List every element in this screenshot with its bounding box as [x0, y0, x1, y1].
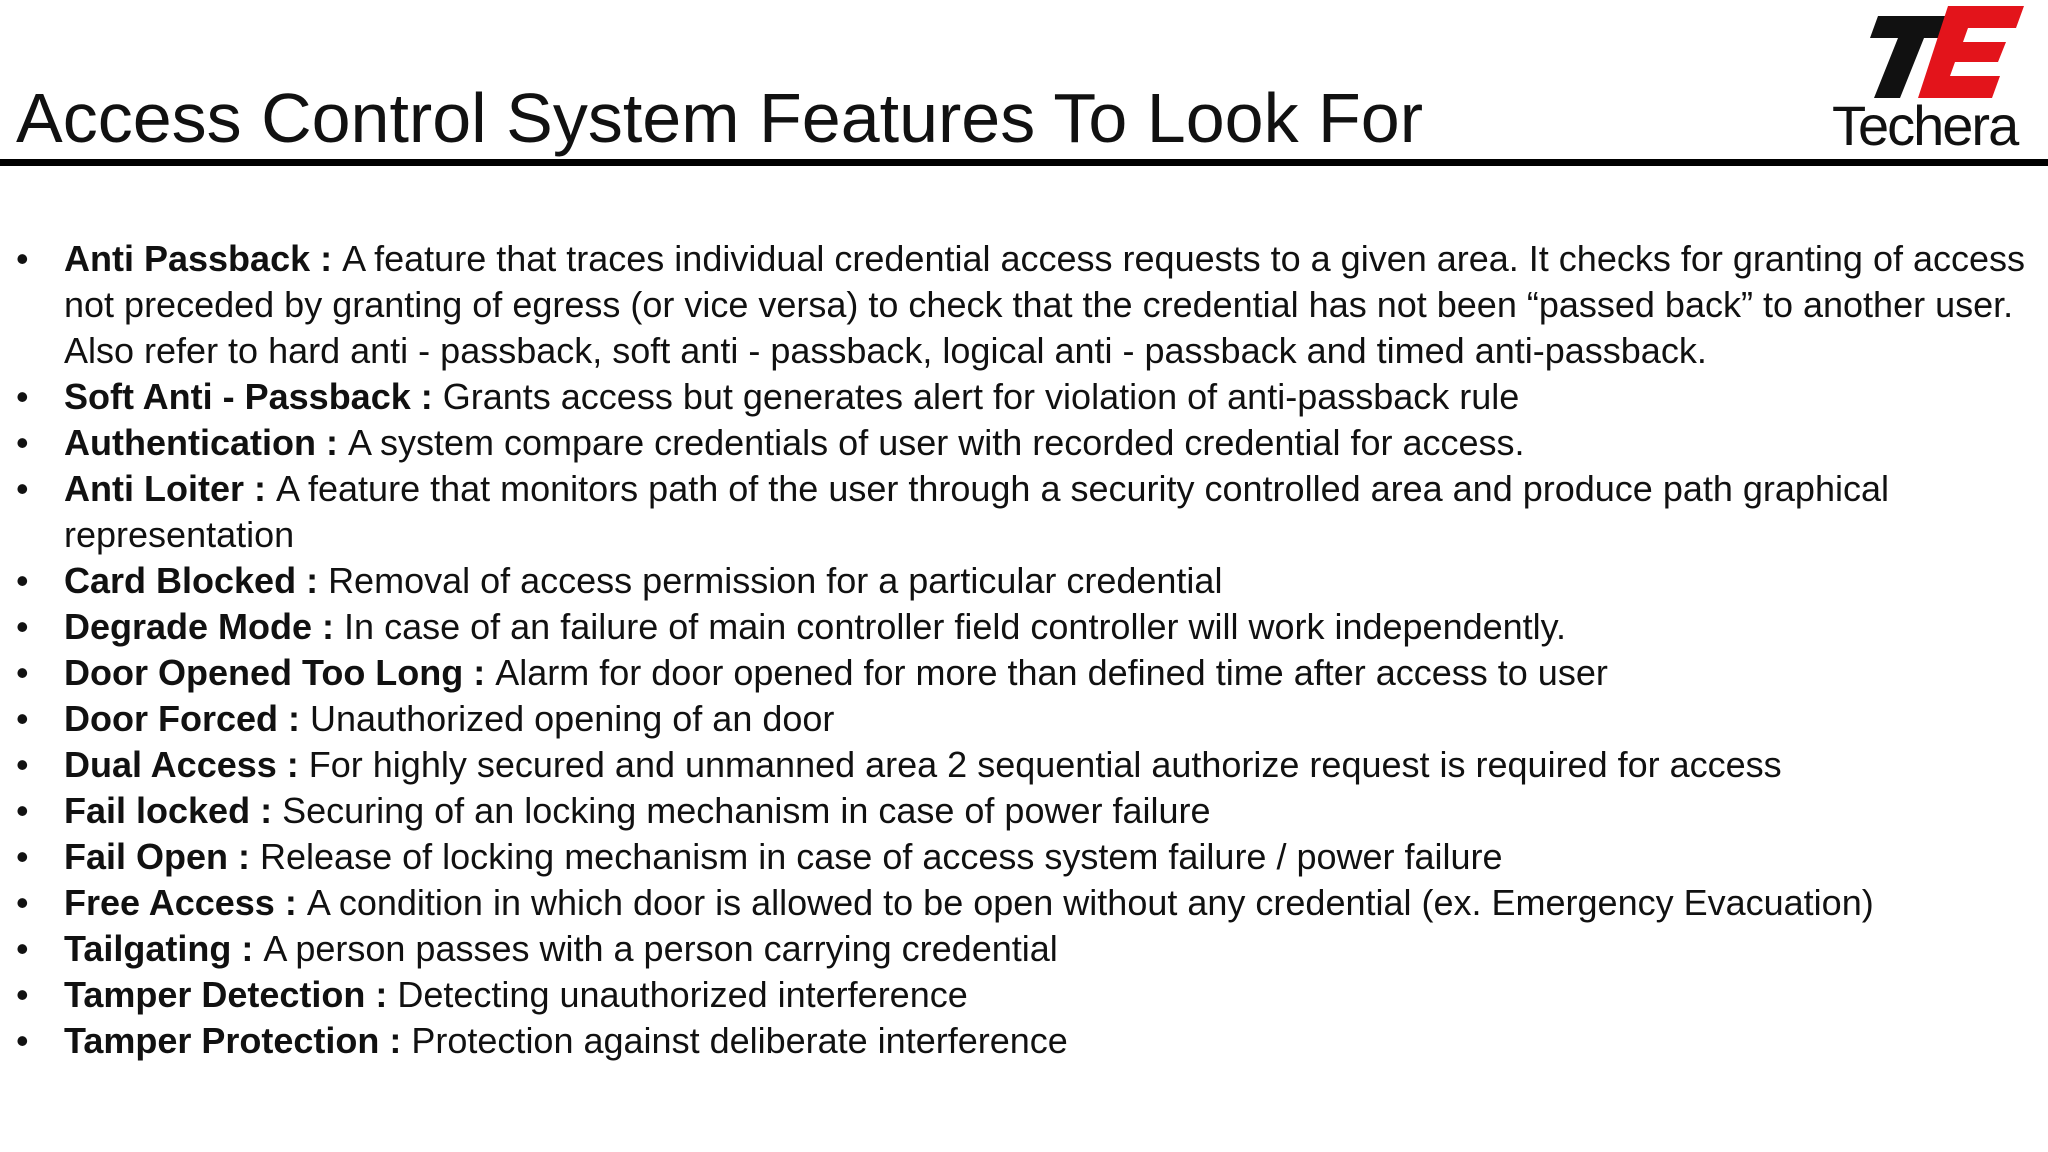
feature-item-authentication [0, 420, 2048, 466]
feature-description: A condition in which door is allowed to be open without any credential (ex. Emergency Evacuation) [306, 882, 1874, 923]
slide-title: Access Control System Features To Look For [16, 79, 1424, 157]
feature-item-tamper-protection [0, 1018, 2048, 1064]
feature-item-door-opened-too-long [0, 650, 2048, 696]
feature-description: Securing of an locking mechanism in case of power failure [282, 790, 1211, 831]
feature-term: Fail locked : [64, 790, 283, 831]
title-divider [0, 159, 2048, 166]
feature-term: Anti Loiter : [64, 468, 276, 509]
bullet-icon: • [16, 790, 29, 831]
feature-item-fail-locked [0, 788, 2048, 834]
feature-description: Protection against deliberate interference [411, 1020, 1068, 1061]
feature-description: Unauthorized opening of an door [310, 698, 835, 739]
bullet-icon: • [16, 422, 29, 463]
feature-term: Door Forced : [64, 698, 311, 739]
bullet-icon: • [16, 606, 29, 647]
feature-term: Tamper Protection : [64, 1020, 412, 1061]
feature-item-tailgating [0, 926, 2048, 972]
feature-item-anti-passback [0, 236, 2048, 374]
feature-item-card-blocked [0, 558, 2048, 604]
bullet-icon: • [16, 468, 29, 509]
feature-term: Dual Access : [64, 744, 309, 785]
feature-item-soft-anti-passback [0, 374, 2048, 420]
feature-term: Anti Passback : [64, 238, 343, 279]
feature-item-dual-access [0, 742, 2048, 788]
feature-description: In case of an failure of main controller field controller will work independently. [344, 606, 1566, 647]
bullet-icon: • [16, 882, 29, 923]
bullet-icon: • [16, 698, 29, 739]
feature-description: Detecting unauthorized interference [397, 974, 968, 1015]
feature-term: Fail Open : [64, 836, 261, 877]
bullet-icon: • [16, 836, 29, 877]
feature-description: A feature that traces individual credential access requests to a given area. It checks for granting of access not preceded by granting of egress (or vice versa) to check that the credential has not been “passed back” to another user. Also refer to hard anti - passback, soft anti - passback, logical anti - passback and timed anti-passback. [64, 238, 2026, 371]
feature-term: Free Access : [64, 882, 307, 923]
bullet-icon: • [16, 560, 29, 601]
bullet-icon: • [16, 928, 29, 969]
logo-wordmark: Techera [1832, 94, 2018, 157]
feature-description: A system compare credentials of user with recorded credential for access. [347, 422, 1525, 463]
feature-term: Tamper Detection : [64, 974, 398, 1015]
feature-item-fail-open [0, 834, 2048, 880]
techera-logo [1826, 0, 2036, 157]
bullet-icon: • [16, 376, 29, 417]
feature-item-door-forced [0, 696, 2048, 742]
bullet-icon: • [16, 744, 29, 785]
feature-term: Tailgating : [64, 928, 264, 969]
feature-item-tamper-detection [0, 972, 2048, 1018]
feature-term: Authentication : [64, 422, 348, 463]
feature-term: Door Opened Too Long : [64, 652, 496, 693]
feature-description: A feature that monitors path of the user through a security controlled area and produce path graphical representation [64, 468, 1889, 555]
bullet-icon: • [16, 974, 29, 1015]
feature-description: Release of locking mechanism in case of access system failure / power failure [260, 836, 1503, 877]
feature-description: For highly secured and unmanned area 2 sequential authorize request is required for access [308, 744, 1782, 785]
feature-description: Alarm for door opened for more than defined time after access to user [495, 652, 1608, 693]
feature-term: Degrade Mode : [64, 606, 345, 647]
feature-description: A person passes with a person carrying credential [263, 928, 1058, 969]
feature-item-anti-loiter [0, 466, 2048, 558]
feature-list [0, 236, 2048, 1064]
feature-term: Soft Anti - Passback : [64, 376, 443, 417]
feature-item-free-access [0, 880, 2048, 926]
feature-description: Removal of access permission for a particular credential [328, 560, 1223, 601]
bullet-icon: • [16, 652, 29, 693]
bullet-icon: • [16, 1020, 29, 1061]
feature-term: Card Blocked : [64, 560, 329, 601]
feature-item-degrade-mode [0, 604, 2048, 650]
feature-description: Grants access but generates alert for violation of anti-passback rule [442, 376, 1520, 417]
bullet-icon: • [16, 238, 29, 279]
